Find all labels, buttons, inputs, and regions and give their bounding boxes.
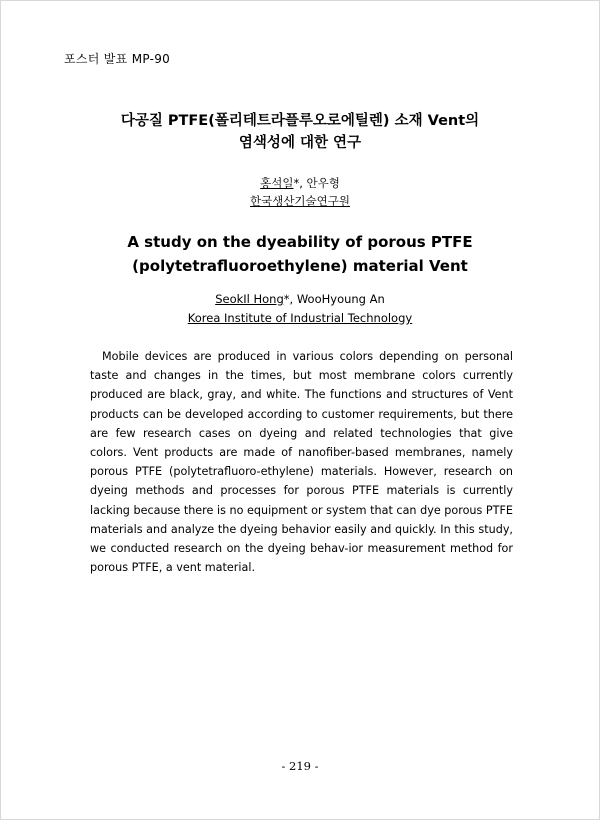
english-title	[0, 230, 600, 278]
page-number: - 219 -	[281, 759, 319, 773]
english-title-line-1: A study on the dyeability of porous PTFE	[127, 233, 473, 251]
korean-title-line-1: 다공질 PTFE(폴리테트라플루오로에틸렌) 소재 Vent의	[120, 113, 480, 129]
korean-authors-block	[0, 174, 600, 210]
english-coauthors: *, WooHyoung An	[283, 292, 385, 306]
session-label: 포스터 발표 MP-90	[64, 52, 171, 66]
abstract-paragraph: Mobile devices are produced in various colors depending on personal taste and changes in the times, but most membrane colors currently produced are black, gray, and white. The functions and structures of Vent products can be developed according to customer requirements, but there are few research cases on dyeing and related technologies that give colors. Vent products are made of nanofiber-based membranes, namely porous PTFE (polytetrafluoro-ethylene) materials. However, research on dyeing methods and processes for porous PTFE materials is currently lacking because there is no equipment or system that can dye porous PTFE materials and analyze the dyeing behavior easily and quickly. In this study, we conducted research on the dyeing behav-ior measurement method for porous PTFE, a vent material.	[90, 350, 513, 575]
korean-affiliation: 한국생산기술연구원	[250, 194, 350, 208]
english-affiliation: Korea Institute of Industrial Technology	[187, 311, 413, 325]
english-primary-author: SeokIl Hong	[215, 292, 284, 306]
english-authors	[0, 290, 600, 309]
korean-authors	[0, 174, 600, 192]
english-authors-block	[0, 290, 600, 328]
korean-title	[0, 110, 600, 154]
korean-title-line-2: 염색성에 대한 연구	[238, 135, 362, 151]
english-title-line-2: (polytetrafluoroethylene) material Vent	[132, 257, 468, 275]
korean-primary-author: 홍석일	[260, 176, 294, 190]
korean-coauthors: *, 안우형	[293, 176, 340, 190]
